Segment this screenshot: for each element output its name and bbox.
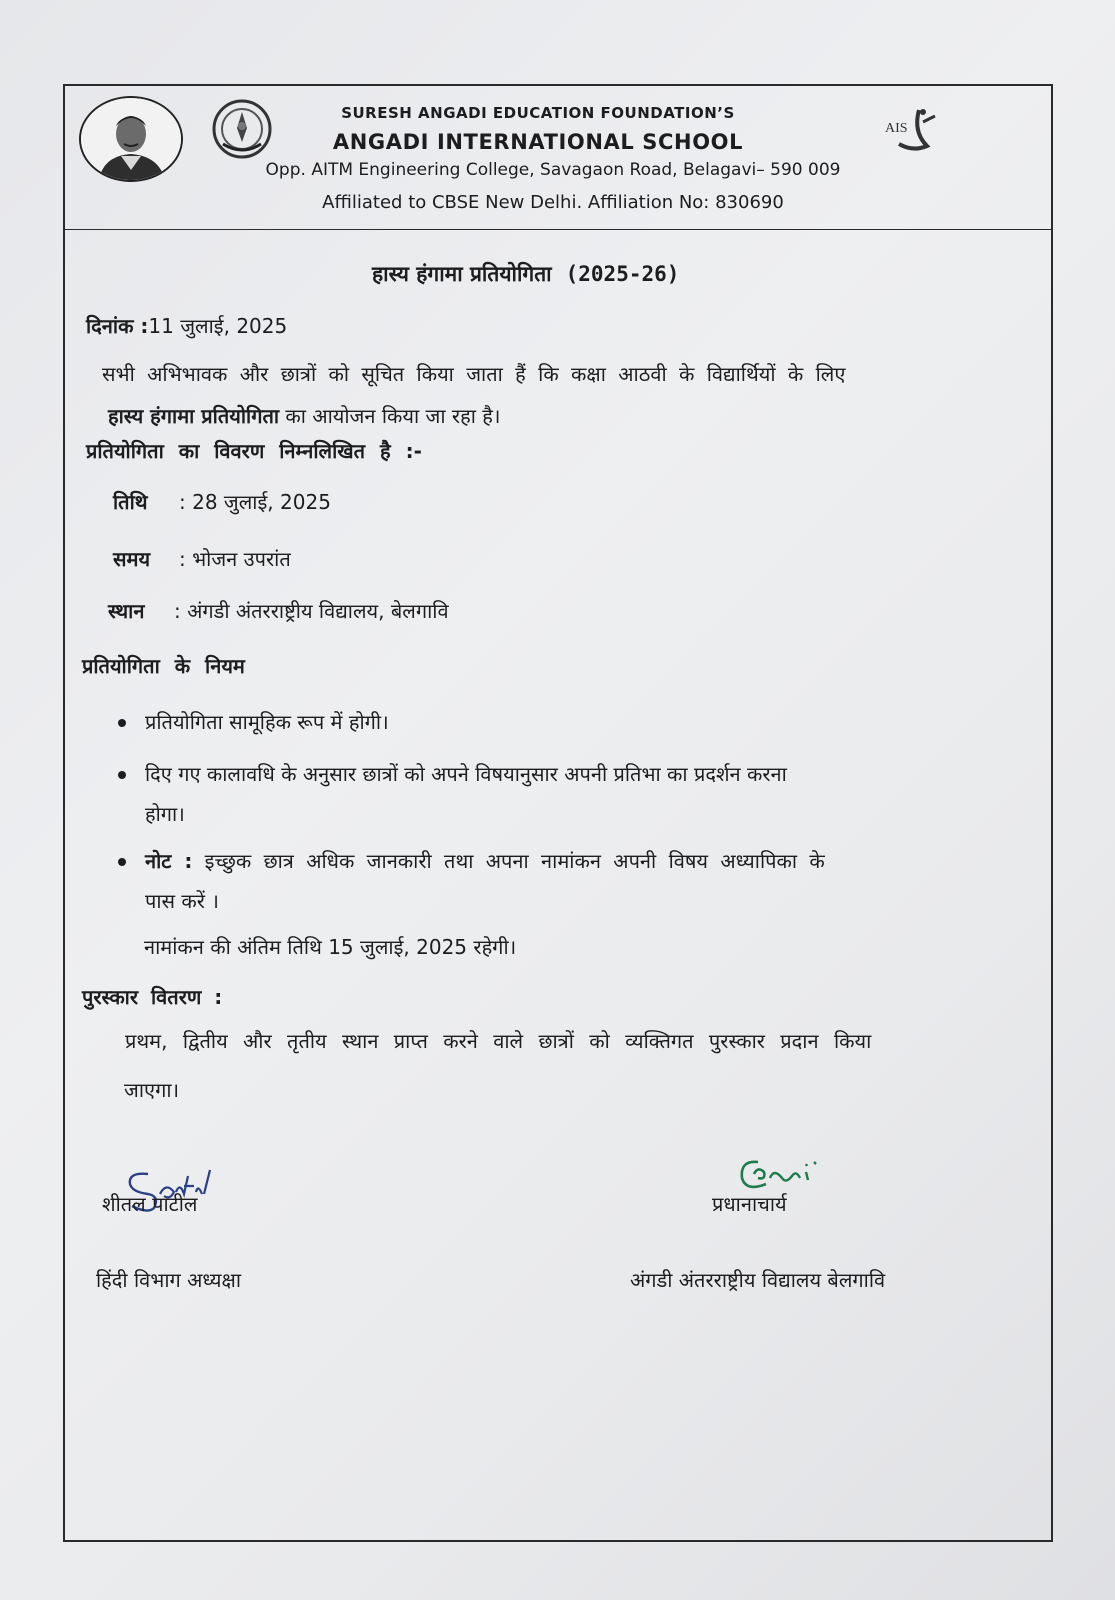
hindi-head-role: हिंदी विभाग अध्यक्षा [96,1268,242,1292]
detail-date [113,488,331,515]
detail-venue-label: स्थान [108,599,145,623]
rule-1: प्रतियोगिता सामूहिक रूप में होगी। [145,710,389,734]
letterhead [65,86,1051,230]
enrollment-deadline: नामांकन की अंतिम तिथि 15 जुलाई, 2025 रहेगी। [144,935,517,959]
detail-date-value: : 28 जुलाई, 2025 [179,490,331,514]
award-line-1: प्रथम, द्वितीय और तृतीय स्थान प्राप्त करने वाले छात्रों को व्यक्तिगत पुरस्कार प्रदान किया [125,1029,872,1053]
note-text: इच्छुक छात्र अधिक जानकारी तथा अपना नामांकन अपनी विषय अध्यापिका के [192,849,825,873]
intro-bold-title: हास्य हंगामा प्रतियोगिता [108,404,280,428]
bullet-icon [118,858,126,866]
note-label: नोट : [145,849,193,873]
bullet-icon [118,771,126,779]
award-heading: पुरस्कार वितरण : [82,985,223,1009]
principal-school: अंगडी अंतरराष्ट्रीय विद्यालय बेलगावि [630,1268,886,1292]
rule-note-line-2: पास करें । [145,889,219,913]
detail-time [113,545,291,572]
notice-title-text: हास्य हंगामा प्रतियोगिता [372,262,552,286]
rule-2-line-1: दिए गए कालावधि के अनुसार छात्रों को अपने विषयानुसार अपनी प्रतिभा का प्रदर्शन करना [145,762,787,786]
award-line-2: जाएगा। [124,1078,180,1102]
hindi-head-name: शीतल पाटील [102,1192,198,1216]
intro-line-2 [108,402,500,429]
ais-logo-text: AIS [885,121,908,136]
school-address: Opp. AITM Engineering College, Savagaon Road, Belagavi– 590 009 [265,160,841,180]
details-heading: प्रतियोगिता का विवरण निम्नलिखित है :- [86,439,422,463]
foundation-name: SURESH ANGADI EDUCATION FOUNDATION’S [341,104,735,122]
ais-logo [883,102,945,162]
date-value: 11 जुलाई, 2025 [148,314,288,338]
notice-sheet [63,84,1053,1542]
rules-heading: प्रतियोगिता के नियम [82,654,245,678]
detail-time-value: : भोजन उपरांत [179,547,291,571]
notice-date [86,312,287,339]
notice-year: (2025-26) [565,262,680,286]
intro-rest: का आयोजन किया जा रहा है। [279,404,501,428]
intro-line-1: सभी अभिभावक और छात्रों को सूचित किया जाता हैं कि कक्षा आठवी के विद्यार्थियों के लिए [102,362,846,386]
date-label: दिनांक : [86,314,149,338]
rule-note-line-1 [145,847,825,874]
school-affiliation: Affiliated to CBSE New Delhi. Affiliation No: 830690 [322,192,784,213]
bullet-icon [118,719,126,727]
detail-date-label: तिथि [113,490,148,514]
detail-time-label: समय [113,547,151,571]
principal-title: प्रधानाचार्य [712,1192,787,1216]
detail-venue-value: : अंगडी अंतरराष्ट्रीय विद्यालय, बेलगावि [174,599,449,623]
rule-2-line-2: होगा। [145,802,185,826]
detail-venue [108,597,449,624]
school-name: ANGADI INTERNATIONAL SCHOOL [332,130,744,154]
notice-title [372,260,679,288]
